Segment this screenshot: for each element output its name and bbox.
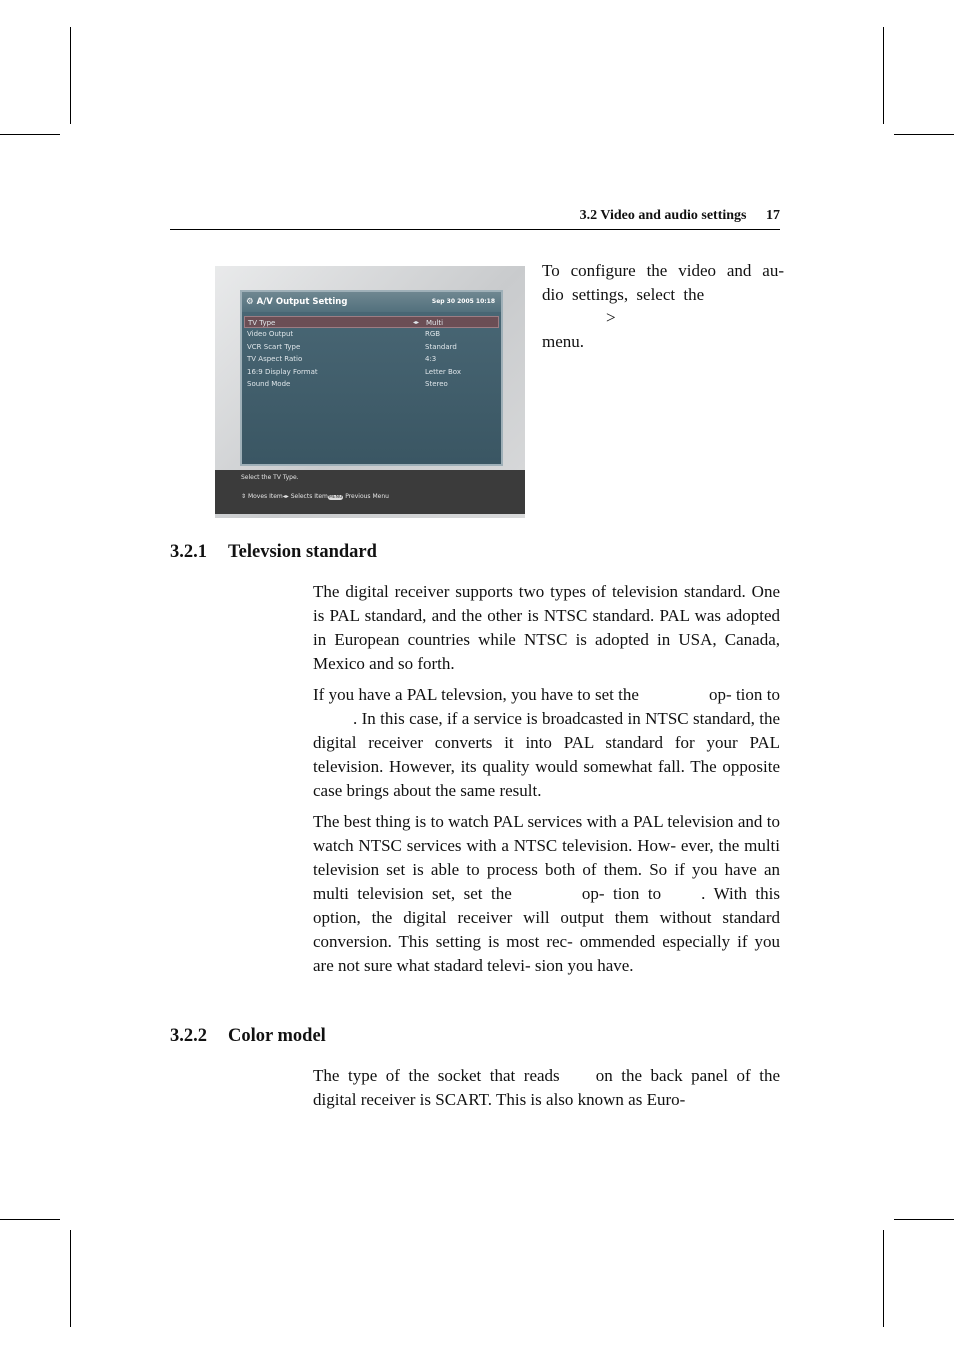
- paragraph-part: The type of the socket that reads: [313, 1066, 560, 1085]
- crop-mark: [0, 134, 60, 135]
- paragraph-part: . In this case, if a service is broadcasted in NTSC standard, the digital receiver converts it into PAL standard for your PAL television. However, its quality would somewhat fall. The opposite case brings about the same result.: [313, 709, 780, 800]
- crop-mark: [894, 134, 954, 135]
- menu-row-value: Multi: [426, 319, 444, 327]
- nav-moves: Moves Item: [247, 493, 283, 500]
- menu-row-sound-mode: [244, 378, 499, 390]
- menu-row-tv-type: [244, 316, 499, 328]
- intro-text: [542, 259, 784, 353]
- section-title: Televsion standard: [228, 542, 377, 562]
- menu-row-display-format: [244, 366, 499, 378]
- menu-footer: [215, 470, 525, 514]
- menu-row-value: Stereo: [425, 379, 448, 388]
- crop-mark: [70, 27, 71, 124]
- paragraph: [313, 1064, 780, 1112]
- intro-line-2: dio settings, select the: [542, 284, 705, 304]
- menu-row-tv-aspect-ratio: [244, 353, 499, 365]
- section-number: 3.2.1: [170, 542, 207, 562]
- paragraph: [313, 810, 780, 978]
- running-head: [170, 208, 780, 224]
- paragraph-part: op- tion to: [708, 685, 780, 704]
- menu-row-vcr-scart-type: [244, 341, 499, 353]
- menu-row-value: 4:3: [425, 355, 437, 364]
- running-head-section: 3.2 Video and audio settings: [579, 208, 747, 223]
- menu-date: Sep 30 2005 10:18: [431, 298, 495, 305]
- crop-mark: [883, 27, 884, 124]
- crop-mark: [883, 1230, 884, 1327]
- menu-row-video-output: [244, 328, 499, 340]
- menu-key-icon: MENU: [328, 495, 343, 500]
- crop-mark: [0, 1219, 60, 1220]
- paragraph-part: The best thing is to watch PAL services with a PAL television and to watch NTSC services with a NTSC television. How- ever, the multi television set is able to process both of them. So if you have an multi television set, set the: [313, 812, 780, 903]
- header-rule: [170, 229, 780, 230]
- menu-row-label: Video Output: [247, 330, 294, 339]
- intro-line-3: >: [606, 308, 616, 327]
- paragraph-part: . With this option, the digital receiver will output them without standard conversion. This setting is most rec- ommended especially if you are not sure what stadard televi- sion you have.: [313, 884, 780, 975]
- page-number: 17: [766, 208, 780, 223]
- nav-previous: Previous Menu: [345, 493, 389, 500]
- paragraph-part: If you have a PAL televsion, you have to set the: [313, 685, 639, 704]
- section-number: 3.2.2: [170, 1026, 207, 1046]
- nav-selects: Selects Item: [290, 493, 328, 500]
- menu-row-label: TV Type: [248, 319, 276, 327]
- section-heading-3-2-1: [170, 542, 377, 563]
- section-title: Color model: [228, 1026, 326, 1046]
- menu-panel: [240, 290, 503, 466]
- menu-row-label: VCR Scart Type: [247, 342, 301, 351]
- menu-rows: [244, 316, 499, 390]
- menu-title: A/V Output Setting: [256, 297, 348, 307]
- intro-line-4: menu.: [542, 331, 585, 351]
- section-heading-3-2-2: [170, 1026, 326, 1047]
- paragraph-part: op- tion to: [581, 884, 662, 903]
- menu-row-value: Letter Box: [425, 367, 461, 376]
- menu-help-text: Select the TV Type.: [241, 474, 299, 481]
- crop-mark: [894, 1219, 954, 1220]
- up-down-arrows-icon: ⇕: [241, 493, 247, 500]
- gear-icon: ⚙: [246, 297, 254, 307]
- selector-arrows-icon: ◂▸: [413, 319, 420, 326]
- menu-row-label: 16:9 Display Format: [247, 367, 318, 376]
- menu-row-label: Sound Mode: [247, 379, 291, 388]
- menu-row-value: Standard: [425, 342, 457, 351]
- menu-title-bar: [242, 292, 501, 312]
- menu-screenshot: [215, 266, 525, 518]
- paragraph: The digital receiver supports two types of television standard. One is PAL standard, and the other is NTSC standard. PAL was adopted in European countries while NTSC is adopted in USA, Canada, Mexico and so forth.: [313, 582, 780, 673]
- section-3-2-2-body: [313, 1064, 780, 1119]
- paragraph: [313, 683, 780, 803]
- menu-nav-hints: [241, 493, 389, 500]
- menu-row-value: RGB: [425, 330, 441, 339]
- section-3-2-1-body: [313, 580, 780, 985]
- crop-mark: [70, 1230, 71, 1327]
- intro-line-1: To configure the video and au-: [542, 261, 784, 280]
- menu-row-label: TV Aspect Ratio: [247, 355, 303, 364]
- paragraph-part: on the back panel of the digital receiver is SCART. This is also known as Euro-: [313, 1066, 781, 1109]
- left-right-arrows-icon: ◂▸: [282, 493, 289, 500]
